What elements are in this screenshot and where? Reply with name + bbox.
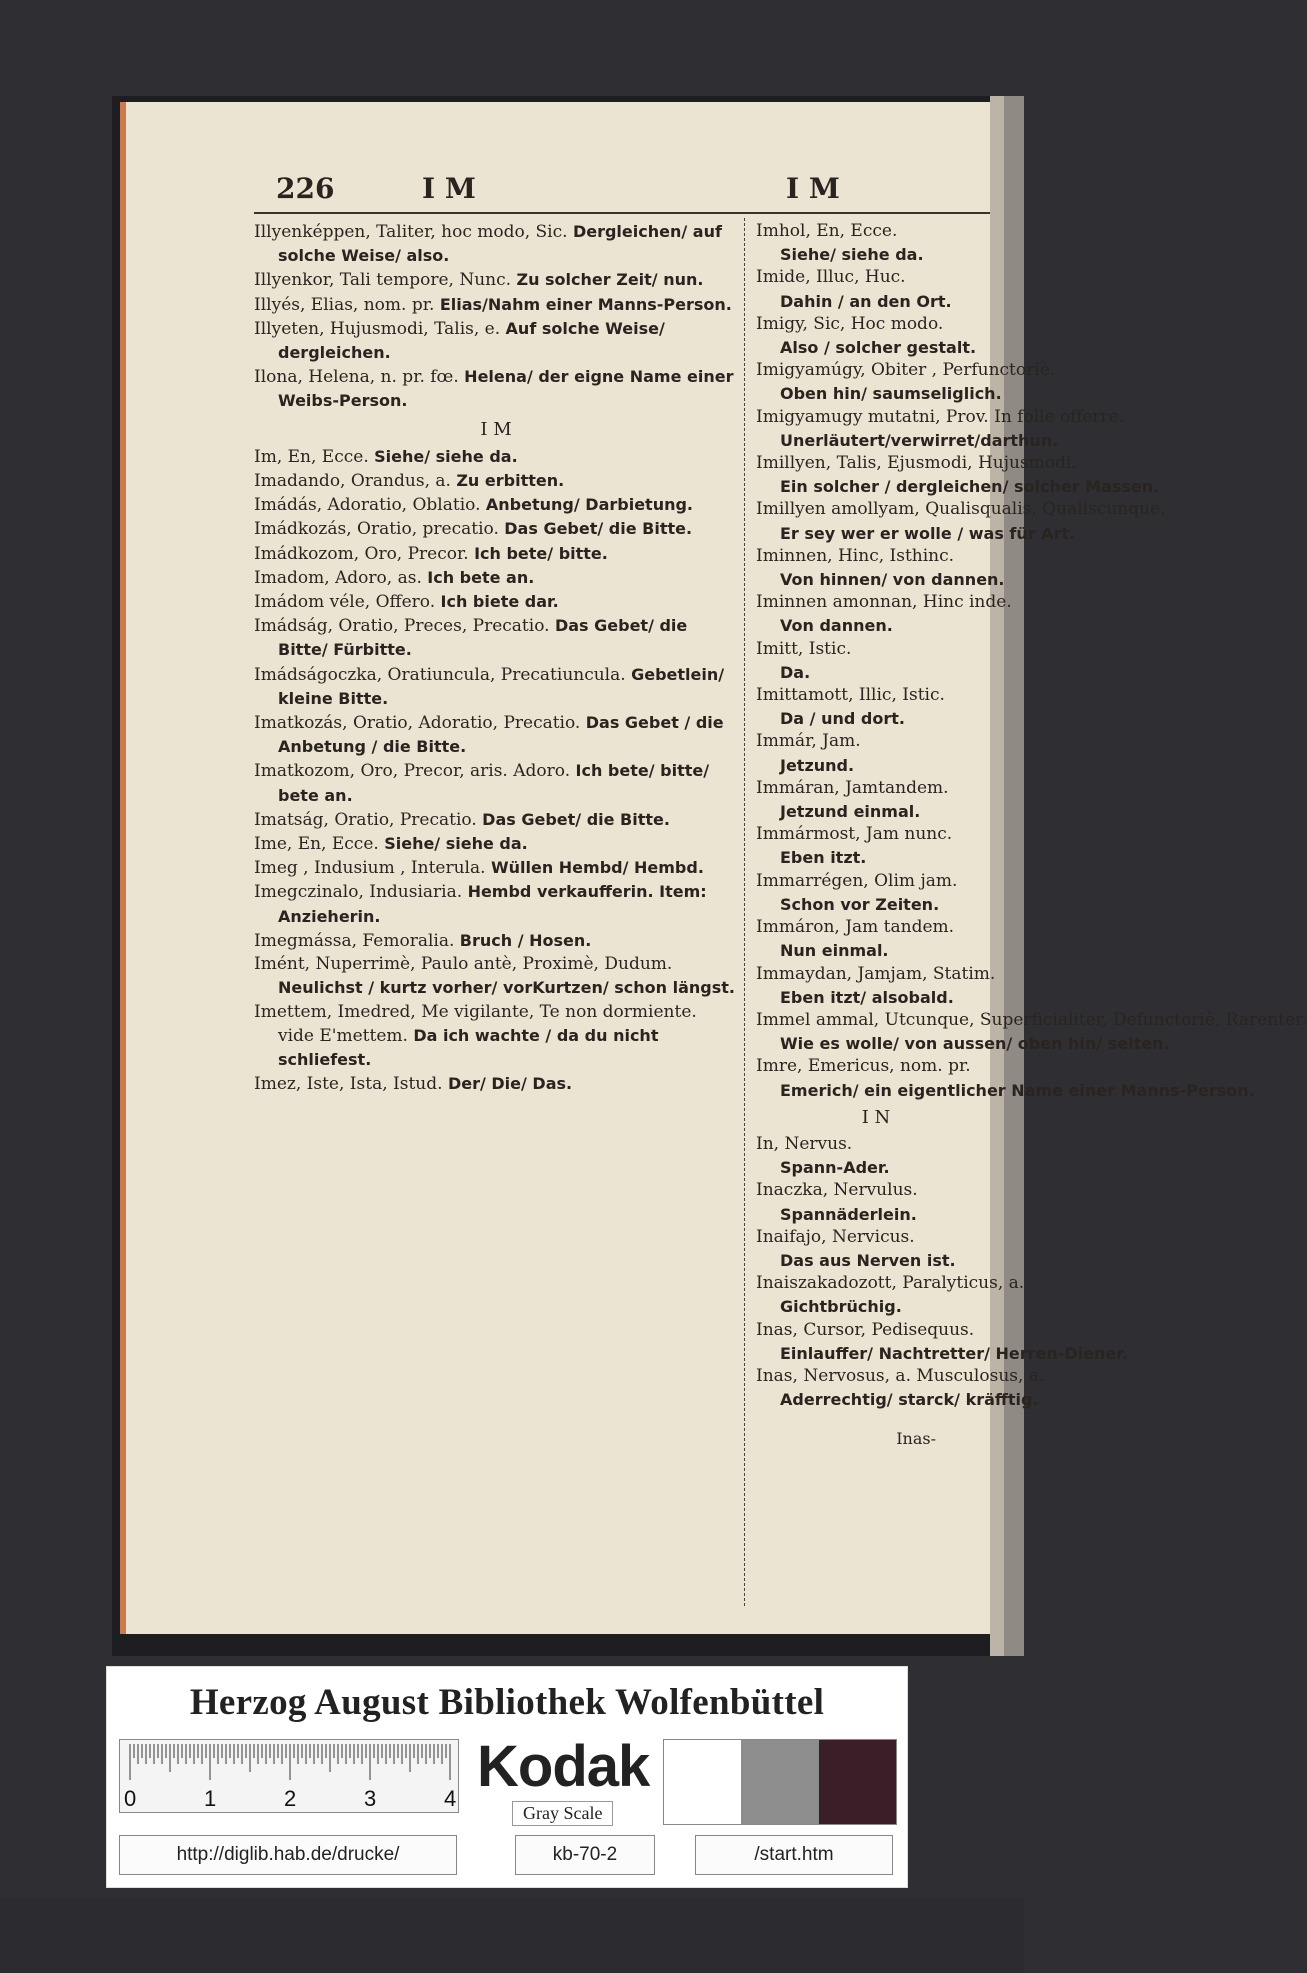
entry-german: Jetzund einmal.: [780, 802, 921, 822]
entry-german: Neulichst / kurtz vorher/ vorKurtzen/ schon längst.: [278, 978, 735, 998]
gray-swatches: [663, 1739, 897, 1825]
section-heading: I N: [861, 1106, 891, 1128]
entry-latin: Inas, Cursor, Pedisequus.: [756, 1319, 975, 1340]
entry-german: Siehe/ siehe da.: [780, 245, 924, 265]
entry-german: Elias/Nahm einer Manns-Person.: [439, 294, 732, 314]
dictionary-entry: [756, 452, 1160, 498]
entry-german: Helena/ der eigne Name einer Weibs-Person.: [278, 367, 734, 411]
section-heading: I M: [480, 418, 512, 440]
dictionary-entry: [254, 663, 738, 711]
dictionary-entry: [756, 870, 996, 916]
entry-german: Zu erbitten.: [456, 471, 565, 491]
entry-latin: Imigyamugy mutatni, Prov. In folle offerre.: [756, 406, 1125, 427]
entry-german: Siehe/ siehe da.: [384, 834, 528, 854]
dictionary-entry: [254, 856, 738, 880]
entry-latin: Illyeten, Hujusmodi, Talis, e.: [254, 318, 501, 339]
dictionary-entry: [756, 591, 1012, 637]
entry-german: Das Gebet/ die Bitte/ Fürbitte.: [278, 616, 688, 660]
entry-latin: Imittamott, Illic, Istic.: [756, 685, 945, 706]
dictionary-entry: [756, 1179, 996, 1225]
entry-latin: Imez, Iste, Ista, Istud.: [254, 1074, 443, 1095]
entry-latin: Im, En, Ecce.: [254, 446, 369, 467]
entry-latin: Imigyamúgy, Obiter , Perfunctoriè.: [756, 360, 1056, 381]
running-head-left: I M: [422, 172, 476, 205]
url-right: /start.htm: [695, 1835, 893, 1875]
dictionary-entry: [756, 823, 996, 869]
entry-german: Jetzund.: [780, 755, 855, 775]
dictionary-entry: [254, 566, 738, 590]
gray-swatch: [664, 1740, 741, 1824]
entry-latin: Illyenkor, Tali tempore, Nunc.: [254, 270, 512, 291]
ruler-number: 1: [204, 1786, 217, 1811]
entry-german: Nun einmal.: [780, 941, 889, 961]
entry-latin: Imádom véle, Offero.: [254, 592, 436, 613]
entry-german: Schon vor Zeiten.: [780, 894, 940, 914]
dictionary-entry: [756, 359, 1056, 405]
dictionary-entry: [254, 517, 738, 541]
book-page: [120, 102, 1307, 1634]
entry-german: Ich bete/ bitte/ bete an.: [278, 761, 710, 805]
entry-latin: Inas, Nervosus, a. Musculosus, a.: [756, 1365, 1045, 1386]
dictionary-entry: [254, 317, 738, 365]
dictionary-entry: [756, 1055, 1255, 1101]
entry-german: Das Gebet/ die Bitte.: [504, 519, 693, 539]
dictionary-entry: [254, 268, 738, 292]
column-divider: [744, 218, 745, 1606]
color-target: [106, 1666, 908, 1888]
dictionary-entry: [254, 614, 738, 662]
ruler: [119, 1739, 459, 1813]
entry-german: Anbetung/ Darbietung.: [485, 495, 693, 515]
dictionary-entry: [254, 493, 738, 517]
dictionary-entry: [756, 1226, 996, 1272]
entry-german: Da / und dort.: [780, 709, 905, 729]
dictionary-entry: [756, 406, 1125, 452]
entry-latin: Imént, Nuperrimè, Paulo antè, Proximè, Dudum.: [254, 954, 673, 975]
ruler-number: 2: [284, 1786, 297, 1811]
entry-german: Das aus Nerven ist.: [780, 1250, 956, 1270]
left-column: [254, 220, 738, 1096]
entry-latin: Immel ammal, Utcunque, Superficialiter, Defunctoriè, Rarenter.: [756, 1009, 1307, 1030]
entry-latin: Imhol, En, Ecce.: [756, 221, 898, 241]
entry-latin: Imádkozom, Oro, Precor.: [254, 543, 469, 564]
dictionary-entry: [254, 590, 738, 614]
entry-latin: Immáran, Jamtandem.: [756, 777, 949, 798]
entry-latin: Imatkozás, Oratio, Adoratio, Precatio.: [254, 713, 581, 734]
dictionary-entry: [756, 777, 996, 823]
entry-latin: Ilona, Helena, n. pr. fœ.: [254, 367, 459, 388]
entry-latin: Illyenképpen, Taliter, hoc modo, Sic.: [254, 222, 568, 242]
ruler-number: 4: [444, 1786, 457, 1811]
shelf-code: kb-70-2: [515, 1835, 655, 1875]
entry-german: Gichtbrüchig.: [780, 1297, 902, 1317]
entry-latin: Imadando, Orandus, a.: [254, 471, 451, 492]
entry-german: Ich biete dar.: [440, 592, 559, 612]
scan-background: [0, 1898, 1024, 1973]
dictionary-entry: [756, 916, 996, 962]
dictionary-entry: [254, 759, 738, 807]
entry-german: Aderrechtig/ starck/ kräfftig.: [780, 1390, 1039, 1410]
entry-german: Von dannen.: [780, 616, 893, 636]
entry-german: Dergleichen/ auf solche Weise/ also.: [278, 222, 722, 266]
entry-german: Emerich/ ein eigentlicher Name einer Manns-Person.: [780, 1080, 1255, 1100]
entry-german: Das Gebet / die Anbetung / die Bitte.: [278, 713, 724, 757]
dictionary-entry: [254, 953, 738, 1000]
entry-german: Von hinnen/ von dannen.: [780, 570, 1005, 590]
entry-german: Zu solcher Zeit/ nun.: [516, 270, 704, 290]
dictionary-entry: [254, 880, 738, 928]
page-edge-dark: [1004, 96, 1024, 1656]
entry-latin: Imádságoczka, Oratiuncula, Precatiuncula.: [254, 664, 626, 685]
entry-german: Oben hin/ saumseliglich.: [780, 384, 1002, 404]
entry-german: Siehe/ siehe da.: [374, 446, 518, 466]
entry-latin: Immaydan, Jamjam, Statim.: [756, 963, 996, 984]
dictionary-entry: [756, 638, 996, 684]
entry-latin: Imide, Illuc, Huc.: [756, 267, 906, 288]
entry-latin: Imádás, Adoratio, Oblatio.: [254, 495, 481, 516]
entry-german: Gebetlein/ kleine Bitte.: [278, 664, 725, 708]
entry-german: Eben itzt/ alsobald.: [780, 987, 954, 1007]
entry-german: Auf solche Weise/ dergleichen.: [278, 318, 665, 363]
dictionary-entry: [254, 293, 738, 317]
gray-swatch: [819, 1740, 896, 1824]
entry-latin: Immarrégen, Olim jam.: [756, 870, 958, 891]
entry-latin: Iminnen amonnan, Hinc inde.: [756, 592, 1012, 613]
entry-latin: Illyés, Elias, nom. pr.: [254, 294, 435, 315]
dictionary-entry: [254, 929, 738, 953]
entry-latin: Imre, Emericus, nom. pr.: [756, 1056, 971, 1077]
dictionary-entry: [254, 1001, 738, 1073]
dictionary-entry: [756, 1009, 1307, 1055]
entry-german: Ich bete an.: [427, 567, 535, 587]
entry-german: Eben itzt.: [780, 848, 867, 868]
entry-latin: Immár, Jam.: [756, 731, 861, 752]
ruler-ticks: [126, 1740, 452, 1780]
entry-german: Da ich wachte / da du nicht schliefest.: [278, 1025, 659, 1069]
entry-latin: Inaiszakadozott, Paralyticus, a.: [756, 1273, 1025, 1294]
dictionary-entry: [254, 808, 738, 832]
dictionary-entry: [254, 711, 738, 759]
entry-latin: Iminnen, Hinc, Isthinc.: [756, 545, 955, 566]
dictionary-entry: [756, 313, 996, 359]
dictionary-entry: [756, 684, 996, 730]
dictionary-entry: [254, 220, 738, 268]
entry-german: Er sey wer er wolle / was für Art.: [780, 523, 1076, 543]
entry-german: Das Gebet/ die Bitte.: [482, 809, 670, 829]
entry-latin: Immármost, Jam nunc.: [756, 824, 953, 845]
entry-german: Hembd verkaufferin. Item: Anzieherin.: [278, 882, 707, 926]
entry-latin: Imegczinalo, Indusiaria.: [254, 882, 463, 903]
entry-latin: Imettem, Imedred, Me vigilante, Te non dormiente. vide E'mettem.: [254, 1001, 697, 1046]
dictionary-entry: [254, 365, 738, 413]
header-rule: [254, 212, 990, 214]
entry-latin: Imadom, Adoro, as.: [254, 567, 422, 588]
entry-latin: Imeg , Indusium , Interula.: [254, 858, 486, 879]
entry-german: Wüllen Hembd/ Hembd.: [490, 858, 704, 878]
entry-german: Spann-Ader.: [780, 1158, 890, 1178]
entry-german: Dahin / an den Ort.: [780, 291, 952, 311]
url-left: http://diglib.hab.de/drucke/: [119, 1835, 457, 1875]
dictionary-entry: [254, 832, 738, 856]
dictionary-entry: [756, 963, 996, 1009]
ruler-number: 3: [364, 1786, 377, 1811]
ruler-numbers: [120, 1786, 458, 1810]
entry-latin: Imatság, Oratio, Precatio.: [254, 809, 477, 830]
dictionary-entry: [756, 1319, 1128, 1365]
entry-german: Einlauffer/ Nachtretter/ Herren-Diener.: [780, 1343, 1128, 1363]
entry-latin: Imitt, Istic.: [756, 638, 852, 659]
kodak-logo: Kodak: [477, 1734, 650, 1799]
entry-latin: Inaczka, Nervulus.: [756, 1180, 918, 1201]
running-head-right: I M: [786, 172, 840, 205]
entry-latin: Inaifajo, Nervicus.: [756, 1226, 915, 1247]
dictionary-entry: [756, 1272, 1025, 1318]
entry-latin: Imegmássa, Femoralia.: [254, 930, 455, 951]
entry-latin: Imatkozom, Oro, Precor, aris. Adoro.: [254, 761, 571, 782]
entry-latin: Imádkozás, Oratio, precatio.: [254, 519, 499, 540]
entry-german: Der/ Die/ Das.: [447, 1074, 573, 1094]
entry-german: Unerläutert/verwirret/darthun.: [780, 430, 1059, 450]
dictionary-entry: [756, 498, 1166, 544]
entry-german: Also / solcher gestalt.: [780, 338, 977, 358]
dictionary-entry: [756, 545, 1005, 591]
entry-latin: Imádság, Oratio, Preces, Precatio.: [254, 616, 550, 637]
entry-latin: Imigy, Sic, Hoc modo.: [756, 313, 944, 334]
dictionary-entry: [254, 445, 738, 469]
gray-swatch: [741, 1740, 818, 1824]
catchword: Inas-: [896, 1429, 936, 1449]
entry-latin: Immáron, Jam tandem.: [756, 917, 955, 938]
entry-german: Spannäderlein.: [780, 1204, 917, 1224]
library-title: Herzog August Bibliothek Wolfenbüttel: [189, 1682, 825, 1723]
entry-german: Ein solcher / dergleichen/ solcher Massen.: [780, 477, 1160, 497]
right-column: [756, 220, 1307, 1467]
entry-german: Wie es wolle/ von aussen/ oben hin/ selten.: [780, 1034, 1170, 1054]
dictionary-entry: [756, 730, 996, 776]
running-head: [126, 172, 990, 212]
entry-latin: Imillyen, Talis, Ejusmodi, Hujusmodi.: [756, 453, 1077, 474]
ruler-number: 0: [124, 1786, 137, 1811]
entry-latin: Imillyen amollyam, Qualisqualis, Qualiscunque.: [756, 499, 1166, 520]
dictionary-entry: [254, 542, 738, 566]
dictionary-entry: [254, 1072, 738, 1096]
gray-scale-label: Gray Scale: [512, 1801, 613, 1826]
entry-german: Bruch / Hosen.: [459, 930, 592, 950]
dictionary-entry: [756, 220, 996, 266]
page-number: 226: [276, 172, 335, 205]
entry-latin: Ime, En, Ecce.: [254, 834, 379, 855]
entry-latin: In, Nervus.: [756, 1133, 853, 1154]
entry-german: Ich bete/ bitte.: [474, 543, 608, 563]
dictionary-entry: [756, 266, 996, 312]
dictionary-entry: [756, 1365, 1045, 1411]
entry-german: Da.: [780, 662, 811, 682]
dictionary-entry: [756, 1133, 996, 1179]
dictionary-entry: [254, 469, 738, 493]
